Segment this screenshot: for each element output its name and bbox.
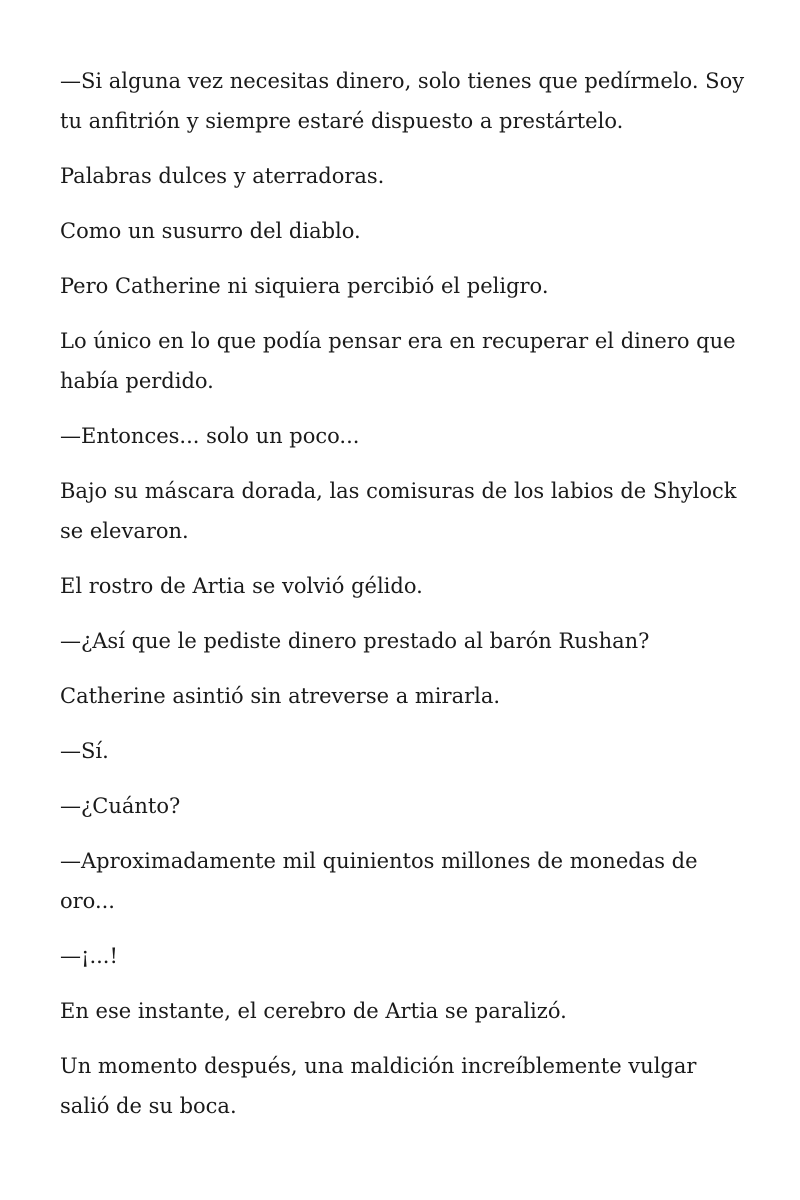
paragraph: En ese instante, el cerebro de Artia se paralizó. bbox=[60, 999, 567, 1023]
paragraph: —¡...! bbox=[60, 944, 118, 968]
paragraph: Como un susurro del diablo. bbox=[60, 219, 361, 243]
paragraph: El rostro de Artia se volvió gélido. bbox=[60, 574, 423, 598]
paragraph: Bajo su máscara dorada, las comisuras de los labios de Shylock se elevaron. bbox=[60, 479, 737, 543]
paragraph: Pero Catherine ni siquiera percibió el peligro. bbox=[60, 274, 549, 298]
paragraph: —Entonces... solo un poco... bbox=[60, 424, 360, 448]
paragraph: Un momento después, una maldición increíblemente vulgar salió de su boca. bbox=[60, 1054, 697, 1118]
paragraph: —Si alguna vez necesitas dinero, solo tienes que pedírmelo. Soy tu anfitrión y siempre estaré dispuesto a prestártelo. bbox=[60, 69, 745, 133]
paragraph: —¿Así que le pediste dinero prestado al barón Rushan? bbox=[60, 629, 650, 653]
paragraph: —¿Cuánto? bbox=[60, 794, 181, 818]
paragraph: —Sí. bbox=[60, 739, 109, 763]
paragraph: —Aproximadamente mil quinientos millones de monedas de oro... bbox=[60, 849, 698, 913]
paragraph: Catherine asintió sin atreverse a mirarla. bbox=[60, 684, 501, 708]
paragraph: Lo único en lo que podía pensar era en recuperar el dinero que había perdido. bbox=[60, 329, 736, 393]
paragraph: Palabras dulces y aterradoras. bbox=[60, 164, 385, 188]
document-body bbox=[60, 61, 750, 1141]
